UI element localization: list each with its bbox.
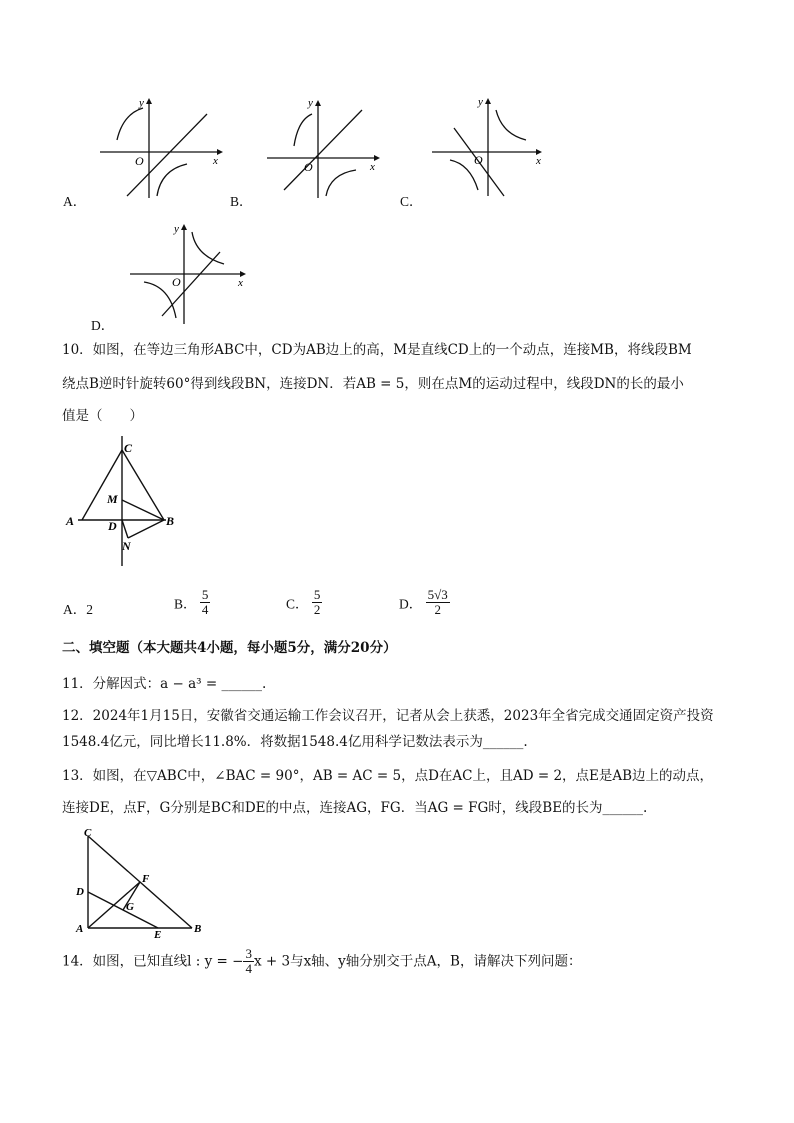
q14-line <box>62 946 581 977</box>
option-d[interactable]: D． <box>91 318 115 333</box>
label-D: D <box>108 519 117 533</box>
axis-x-label: x <box>536 155 541 167</box>
label-B: B <box>194 923 202 935</box>
axis-y-label: y <box>308 97 313 109</box>
label-C: C <box>84 827 92 839</box>
q10-option-c[interactable] <box>286 588 322 617</box>
axis-x-label: x <box>238 277 243 289</box>
numerator: 5 <box>313 587 321 602</box>
q10-option-a[interactable] <box>63 598 93 618</box>
q10-options <box>63 588 563 628</box>
label-E: E <box>154 929 162 938</box>
label-B: B <box>166 514 175 528</box>
q12-line-1: 12．2024年1月15日，安徽省交通运输工作会议召开，记者从会上获悉，2023年全省完成交通固定资产投资 <box>62 708 714 724</box>
denominator: 2 <box>313 602 321 617</box>
graph-d <box>128 218 258 328</box>
label-M: M <box>107 492 118 506</box>
label-F: F <box>142 873 150 885</box>
q10-option-b[interactable] <box>174 588 210 617</box>
q10-option-c-fraction <box>312 588 323 617</box>
q10-line-3: 值是（ ） <box>62 408 143 424</box>
origin-label: O <box>135 154 144 168</box>
q11-text: 11．分解因式：a − a³ = ______. <box>62 676 267 692</box>
label-N: N <box>122 539 131 553</box>
q10-line-1: 10．如图，在等边三角形ABC中，CD为AB边上的高，M是直线CD上的一个动点，连接MB，将线段BM <box>62 342 692 358</box>
q10-option-b-fraction <box>200 588 211 617</box>
graph-a <box>95 92 225 202</box>
q14-suffix: x + 3与x轴、y轴分别交于点A，B，请解决下列问题： <box>253 953 582 970</box>
q10-figure <box>62 432 192 572</box>
label-G: G <box>126 901 134 913</box>
label-D: D <box>76 886 84 898</box>
q10-option-d[interactable] <box>399 588 450 617</box>
axis-y-label: y <box>139 97 144 109</box>
denominator: 2 <box>434 602 441 617</box>
q10-option-c-label: C． <box>286 596 309 612</box>
q13-line-2: 连接DE，点F，G分别是BC和DE的中点，连接AG，FG．当AG = FG时，线段BE的长为______. <box>62 800 648 816</box>
origin-label: O <box>304 160 313 174</box>
q10-option-d-fraction <box>426 588 450 617</box>
q10-option-a-label: A． <box>63 602 87 617</box>
graph-c <box>428 92 548 202</box>
q13-figure <box>74 826 214 938</box>
axis-x-label: x <box>213 155 218 167</box>
q10-line-2: 绕点B逆时针旋转60°得到线段BN，连接DN．若AB = 5，则在点M的运动过程中，线段DN的长的最小 <box>62 376 684 392</box>
label-A: A <box>66 514 75 528</box>
denominator: 4 <box>245 961 252 976</box>
graph-b <box>262 92 392 202</box>
q10-option-a-value: 2 <box>86 602 93 617</box>
origin-label: O <box>474 153 483 167</box>
label-C: C <box>124 441 133 455</box>
q13-line-1: 13．如图，在▽ABC中，∠BAC = 90°，AB = AC = 5，点D在AC上，且AD = 2，点E是AB边上的动点， <box>62 768 714 784</box>
axis-x-label: x <box>370 161 375 173</box>
q14-fraction <box>243 947 254 976</box>
origin-label: O <box>172 275 181 289</box>
q10-option-b-label: B． <box>174 596 197 612</box>
q14-prefix: 14．如图，已知直线l : y = − <box>62 953 244 970</box>
numerator: 3 <box>245 946 252 961</box>
section-2-heading: 二、填空题（本大题共4小题，每小题5分，满分20分） <box>62 640 397 656</box>
numerator: 5√3 <box>427 587 448 602</box>
axis-y-label: y <box>174 223 179 235</box>
option-a[interactable]: A． <box>63 194 87 209</box>
q10-option-d-label: D． <box>399 596 423 612</box>
q12-line-2: 1548.4亿元，同比增长11.8%．将数据1548.4亿用科学记数法表示为______. <box>62 734 528 750</box>
option-c[interactable]: C． <box>400 194 423 209</box>
axis-y-label: y <box>478 96 483 108</box>
denominator: 4 <box>201 602 209 617</box>
numerator: 5 <box>201 587 209 602</box>
option-b[interactable]: B． <box>230 194 253 209</box>
label-A: A <box>76 923 84 935</box>
